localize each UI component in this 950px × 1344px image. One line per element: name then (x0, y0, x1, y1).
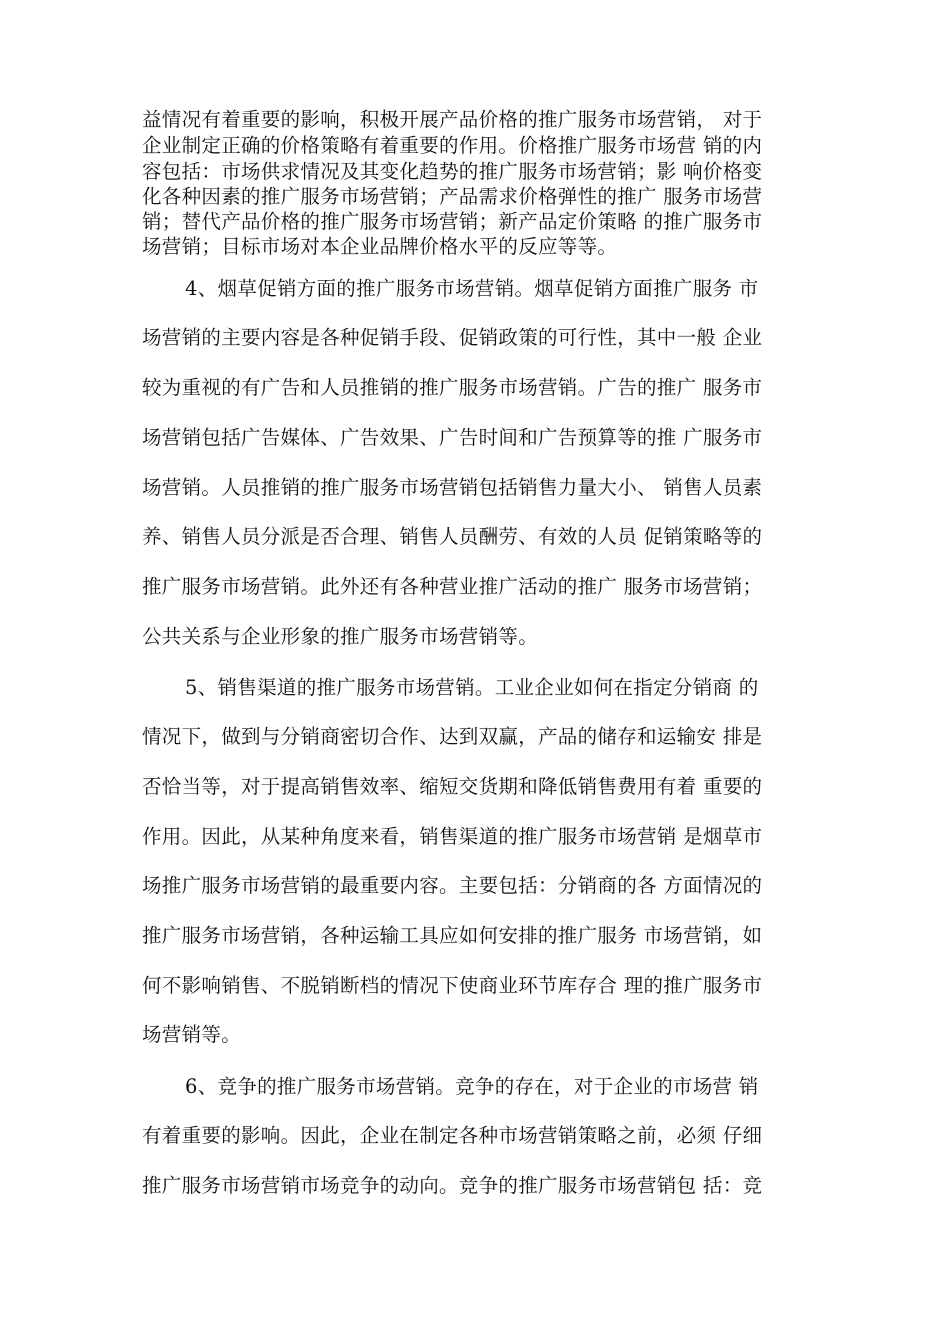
text-line: 公共关系与企业形象的推广服务市场营销等。 (142, 625, 539, 648)
text-line: 场营销。人员推销的推广服务市场营销包括销售力量大小、 销售人员素 (142, 476, 763, 499)
text-line: 场营销包括广告媒体、广告效果、广告时间和广告预算等的推 广服务市 (142, 426, 763, 449)
text-line: 益情况有着重要的影响，积极开展产品价格的推广服务市场营销， 对于 (142, 108, 763, 131)
text-line: 推广服务市场营销，各种运输工具应如何安排的推广服务 市场营销，如 (142, 924, 763, 947)
text-line: 有着重要的影响。因此，企业在制定各种市场营销策略之前，必须 仔细 (142, 1124, 763, 1147)
text-line: 何不影响销售、不脱销断档的情况下使商业环节库存合 理的推广服务市 (142, 974, 763, 997)
text-line: 化各种因素的推广服务市场营销；产品需求价格弹性的推广 服务市场营 (142, 185, 763, 208)
text-line: 6、竞争的推广服务市场营销。竞争的存在，对于企业的市场营 销 (185, 1075, 759, 1098)
text-line: 5、销售渠道的推广服务市场营销。工业企业如何在指定分销商 的 (185, 676, 759, 699)
text-line: 场推广服务市场营销的最重要内容。主要包括：分销商的各 方面情况的 (142, 874, 763, 897)
text-line: 情况下，做到与分销商密切合作、达到双赢，产品的储存和运输安 排是 (142, 725, 763, 748)
text-line: 企业制定正确的价格策略有着重要的作用。价格推广服务市场营 销的内 (142, 134, 763, 157)
text-line: 作用。因此，从某种角度来看，销售渠道的推广服务市场营销 是烟草市 (142, 825, 763, 848)
text-line: 较为重视的有广告和人员推销的推广服务市场营销。广告的推广 服务市 (142, 376, 763, 399)
text-line: 容包括：市场供求情况及其变化趋势的推广服务市场营销；影 响价格变 (142, 160, 763, 183)
text-line: 销；替代产品价格的推广服务市场营销；新产品定价策略 的推广服务市 (142, 210, 763, 233)
text-line: 场营销等。 (142, 1023, 242, 1046)
text-line: 推广服务市场营销市场竞争的动向。竞争的推广服务市场营销包 括：竞 (142, 1174, 763, 1197)
text-line: 推广服务市场营销。此外还有各种营业推广活动的推广 服务市场营销； (142, 575, 763, 598)
text-line: 场营销；目标市场对本企业品牌价格水平的反应等等。 (142, 235, 618, 258)
text-line: 养、销售人员分派是否合理、销售人员酬劳、有效的人员 促销策略等的 (142, 525, 763, 548)
text-line: 场营销的主要内容是各种促销手段、促销政策的可行性，其中一般 企业 (142, 326, 763, 349)
text-line: 4、烟草促销方面的推广服务市场营销。烟草促销方面推广服务 市 (185, 277, 759, 300)
text-line: 否恰当等，对于提高销售效率、缩短交货期和降低销售费用有着 重要的 (142, 775, 763, 798)
